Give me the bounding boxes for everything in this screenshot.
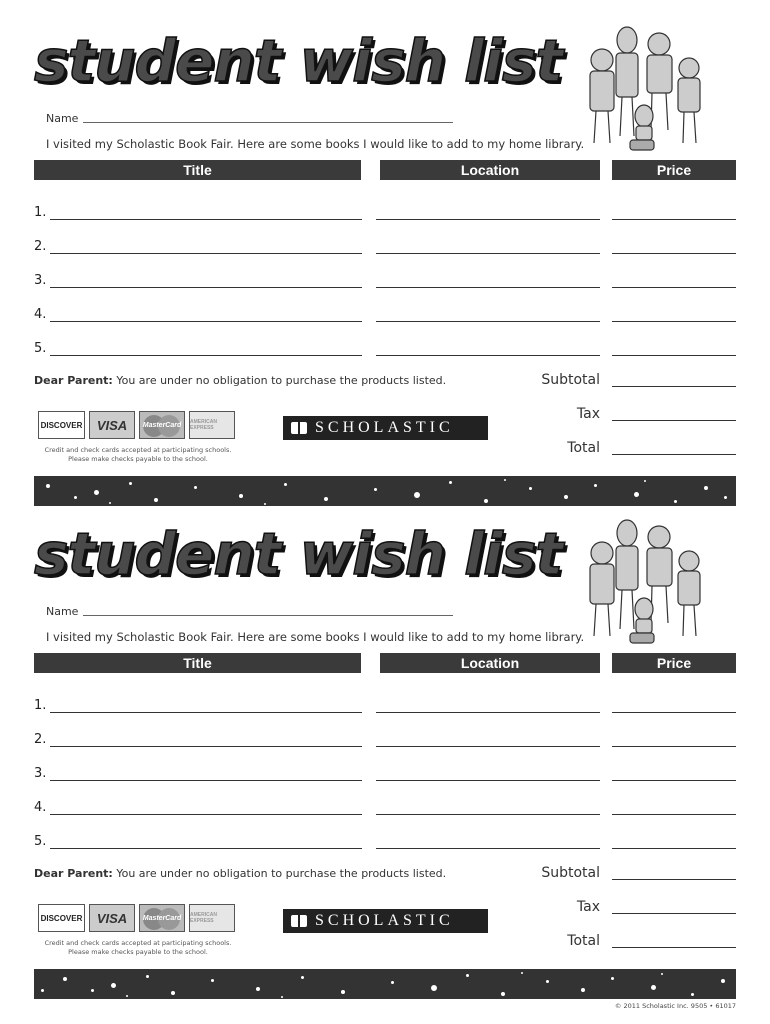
name-field-line[interactable] — [83, 122, 453, 123]
scholastic-logo — [283, 416, 488, 440]
brand-name: SCHOLASTIC — [315, 912, 454, 929]
wish-row — [0, 761, 770, 781]
wish-row — [0, 234, 770, 254]
star-dot — [611, 977, 614, 980]
card-note — [38, 446, 238, 464]
row-number: 1. — [34, 698, 47, 713]
total-field-line[interactable] — [612, 947, 736, 948]
price-field-line[interactable] — [612, 746, 736, 747]
parent-notice-label: Dear Parent: — [34, 867, 113, 880]
star-dot — [301, 976, 304, 979]
title-field-line[interactable] — [50, 355, 362, 356]
star-dot — [546, 980, 549, 983]
tax-label: Tax — [576, 899, 600, 915]
star-dot — [504, 479, 506, 481]
name-label: Name — [46, 112, 79, 125]
card-note-line-2: Please make checks payable to the school. — [68, 455, 208, 463]
star-dot — [466, 974, 469, 977]
location-field-line[interactable] — [376, 848, 600, 849]
mastercard-logo: MasterCard — [139, 411, 185, 439]
star-dot — [171, 991, 175, 995]
star-dot — [594, 484, 597, 487]
column-header-price: Price — [612, 653, 736, 673]
wish-row — [0, 693, 770, 713]
row-number: 4. — [34, 307, 47, 322]
star-dot — [129, 482, 132, 485]
star-dot — [194, 486, 197, 489]
accepted-cards — [38, 411, 238, 441]
star-dot — [63, 977, 67, 981]
visa-card-logo: VISA — [89, 904, 135, 932]
row-number: 5. — [34, 341, 47, 356]
wish-row — [0, 727, 770, 747]
wish-row — [0, 795, 770, 815]
location-field-line[interactable] — [376, 780, 600, 781]
subtotal-label: Subtotal — [541, 865, 600, 881]
star-dot — [341, 990, 345, 994]
title-field-line[interactable] — [50, 814, 362, 815]
total-label: Total — [567, 933, 600, 949]
visa-card-logo: VISA — [89, 411, 135, 439]
wish-row — [0, 268, 770, 288]
column-header-location: Location — [380, 160, 600, 180]
tax-field-line[interactable] — [612, 420, 736, 421]
location-field-line[interactable] — [376, 814, 600, 815]
price-field-line[interactable] — [612, 355, 736, 356]
title-field-line[interactable] — [50, 780, 362, 781]
starfield-banner — [34, 969, 736, 999]
price-field-line[interactable] — [612, 219, 736, 220]
price-field-line[interactable] — [612, 321, 736, 322]
subtotal-field-line[interactable] — [612, 386, 736, 387]
column-header-title: Title — [34, 160, 361, 180]
star-dot — [661, 973, 663, 975]
wish-row — [0, 829, 770, 849]
form-heading: student wish list — [34, 520, 563, 588]
parent-notice-label: Dear Parent: — [34, 374, 113, 387]
star-dot — [211, 979, 214, 982]
star-dot — [431, 985, 437, 991]
star-dot — [644, 480, 646, 482]
scholastic-logo — [283, 909, 488, 933]
wish-row — [0, 200, 770, 220]
location-field-line[interactable] — [376, 321, 600, 322]
price-field-line[interactable] — [612, 287, 736, 288]
star-dot — [521, 972, 523, 974]
star-dot — [449, 481, 452, 484]
accepted-cards — [38, 904, 238, 934]
kids-illustration — [572, 18, 722, 156]
total-field-line[interactable] — [612, 454, 736, 455]
wish-row — [0, 302, 770, 322]
star-dot — [281, 996, 283, 998]
row-number: 2. — [34, 732, 47, 747]
parent-notice-text: You are under no obligation to purchase the products listed. — [116, 374, 447, 387]
intro-text: I visited my Scholastic Book Fair. Here are some books I would like to add to my home library. — [46, 137, 585, 151]
book-icon — [291, 422, 307, 434]
mastercard-logo: MasterCard — [139, 904, 185, 932]
wish-list-form — [0, 493, 770, 993]
discover-card-logo: DISCOVER — [38, 411, 85, 439]
card-note — [38, 939, 238, 957]
star-dot — [126, 995, 128, 997]
copyright-notice: © 2011 Scholastic Inc. 9505 • 61017 — [614, 1002, 736, 1010]
brand-name: SCHOLASTIC — [315, 419, 454, 436]
row-number: 2. — [34, 239, 47, 254]
kids-illustration — [572, 511, 722, 649]
title-field-line[interactable] — [50, 712, 362, 713]
row-number: 5. — [34, 834, 47, 849]
subtotal-label: Subtotal — [541, 372, 600, 388]
intro-text: I visited my Scholastic Book Fair. Here are some books I would like to add to my home library. — [46, 630, 585, 644]
title-field-line[interactable] — [50, 848, 362, 849]
wish-row — [0, 336, 770, 356]
row-number: 1. — [34, 205, 47, 220]
title-field-line[interactable] — [50, 253, 362, 254]
amex-card-logo: AMERICAN EXPRESS — [189, 904, 235, 932]
card-note-line-2: Please make checks payable to the school. — [68, 948, 208, 956]
card-note-line-1: Credit and check cards accepted at participating schools. — [44, 446, 232, 454]
star-dot — [146, 975, 149, 978]
parent-notice-text: You are under no obligation to purchase the products listed. — [116, 867, 447, 880]
book-icon — [291, 915, 307, 927]
name-field-line[interactable] — [83, 615, 453, 616]
name-label: Name — [46, 605, 79, 618]
tax-label: Tax — [576, 406, 600, 422]
location-field-line[interactable] — [376, 712, 600, 713]
column-header-price: Price — [612, 160, 736, 180]
star-dot — [374, 488, 377, 491]
star-dot — [691, 993, 694, 996]
amex-card-logo: AMERICAN EXPRESS — [189, 411, 235, 439]
price-field-line[interactable] — [612, 712, 736, 713]
row-number: 3. — [34, 766, 47, 781]
column-header-location: Location — [380, 653, 600, 673]
price-field-line[interactable] — [612, 814, 736, 815]
subtotal-field-line[interactable] — [612, 879, 736, 880]
star-dot — [529, 487, 532, 490]
title-field-line[interactable] — [50, 287, 362, 288]
parent-notice — [34, 374, 446, 387]
star-dot — [41, 989, 44, 992]
total-label: Total — [567, 440, 600, 456]
location-field-line[interactable] — [376, 253, 600, 254]
wish-list-form — [0, 0, 770, 500]
price-field-line[interactable] — [612, 253, 736, 254]
star-dot — [91, 989, 94, 992]
location-field-line[interactable] — [376, 746, 600, 747]
discover-card-logo: DISCOVER — [38, 904, 85, 932]
tax-field-line[interactable] — [612, 913, 736, 914]
column-header-title: Title — [34, 653, 361, 673]
star-dot — [651, 985, 656, 990]
title-field-line[interactable] — [50, 746, 362, 747]
star-dot — [721, 979, 725, 983]
form-heading: student wish list — [34, 27, 563, 95]
star-dot — [581, 988, 585, 992]
star-dot — [256, 987, 260, 991]
star-dot — [704, 486, 708, 490]
star-dot — [391, 981, 394, 984]
star-dot — [46, 484, 50, 488]
row-number: 3. — [34, 273, 47, 288]
card-note-line-1: Credit and check cards accepted at participating schools. — [44, 939, 232, 947]
row-number: 4. — [34, 800, 47, 815]
location-field-line[interactable] — [376, 287, 600, 288]
price-field-line[interactable] — [612, 780, 736, 781]
star-dot — [111, 983, 116, 988]
title-field-line[interactable] — [50, 219, 362, 220]
price-field-line[interactable] — [612, 848, 736, 849]
title-field-line[interactable] — [50, 321, 362, 322]
location-field-line[interactable] — [376, 219, 600, 220]
star-dot — [501, 992, 505, 996]
location-field-line[interactable] — [376, 355, 600, 356]
parent-notice — [34, 867, 446, 880]
star-dot — [284, 483, 287, 486]
